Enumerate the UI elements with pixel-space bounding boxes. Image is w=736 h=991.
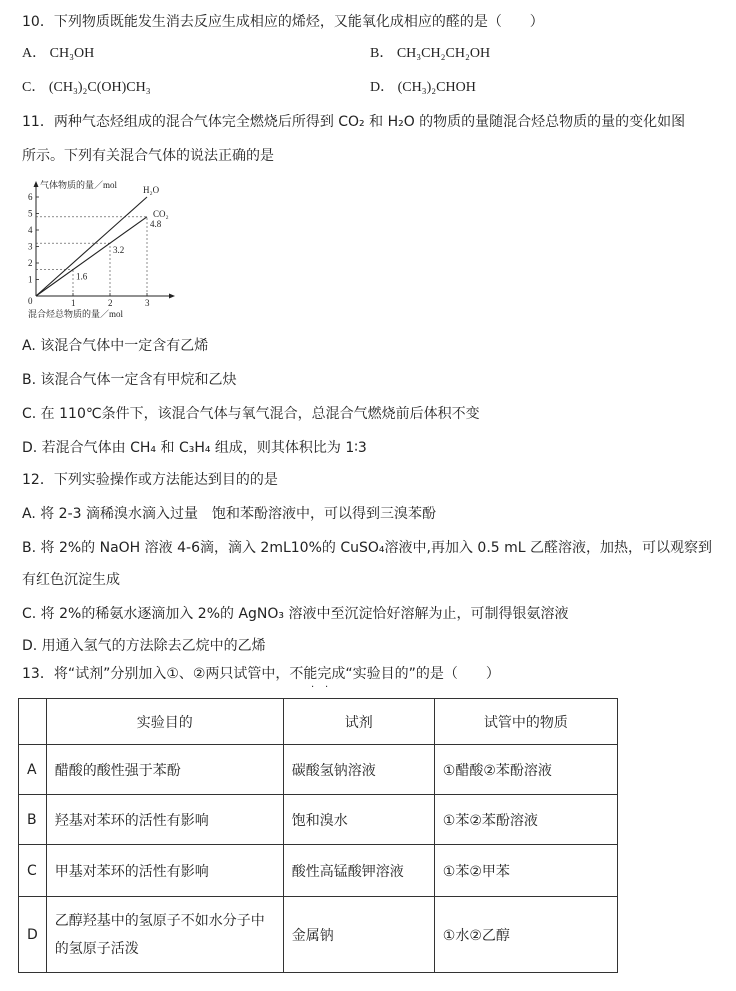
purpose-cell: 醋酸的酸性强于苯酚 bbox=[46, 745, 283, 795]
q12-option-a: A. 将 2-3 滴稀溴水滴入过量 饱和苯酚溶液中，可以得到三溴苯酚 bbox=[22, 506, 436, 522]
y-tick-label: 6 bbox=[28, 192, 33, 202]
series-label: H₂O bbox=[143, 185, 160, 195]
y-tick-label: 3 bbox=[28, 241, 33, 252]
series-line bbox=[36, 217, 147, 296]
x-tick-label: 1 bbox=[71, 298, 76, 308]
x-tick-label: 2 bbox=[108, 298, 113, 308]
q12-option-b-line1: B. 将 2%的 NaOH 溶液 4-6滴，滴入 2mL10%的 CuSO₄溶液中,再加入 0.5 mL 乙醛溶液，加热，可以观察到 bbox=[22, 540, 713, 556]
emphasis-dot: · bbox=[311, 682, 315, 693]
table-header-cell bbox=[19, 699, 47, 745]
q12-option-b-line2: 有红色沉淀生成 bbox=[22, 572, 120, 588]
q11-option-c: C. 在 110℃条件下，该混合气体与氧气混合，总混合气燃烧前后体积不变 bbox=[22, 406, 480, 422]
origin-label: 0 bbox=[28, 296, 33, 306]
row-label: B bbox=[19, 795, 47, 845]
substance-cell: ①苯②苯酚溶液 bbox=[434, 795, 617, 845]
reagent-cell: 金属钠 bbox=[283, 897, 434, 973]
q10-option-a: A． CH₃OH bbox=[22, 46, 95, 61]
q13-stem: 13．将“试剂”分别加入①、②两只试管中，不能完成“实验目的”的是（ ） bbox=[22, 666, 500, 682]
table-row bbox=[19, 795, 618, 845]
purpose-cell: 甲基对苯环的活性有影响 bbox=[46, 845, 283, 897]
y-axis-label: 气体物质的量／mol bbox=[40, 180, 118, 190]
purpose-cell: 羟基对苯环的活性有影响 bbox=[46, 795, 283, 845]
substance-cell: ①苯②甲苯 bbox=[434, 845, 617, 897]
q11-stem-line2: 所示。下列有关混合气体的说法正确的是 bbox=[22, 148, 274, 164]
purpose-line: 的氢原子活泼 bbox=[54, 940, 139, 957]
data-label: 4.8 bbox=[150, 218, 162, 229]
reagent-cell: 碳酸氢钠溶液 bbox=[283, 745, 434, 795]
emphasis-dot: · bbox=[325, 682, 329, 693]
series-label: CO₂ bbox=[153, 208, 169, 219]
row-label: C bbox=[19, 845, 47, 897]
y-tick-label: 1 bbox=[28, 274, 33, 285]
table-header-cell: 试管中的物质 bbox=[434, 699, 617, 745]
data-label: 3.2 bbox=[113, 245, 125, 256]
q12-option-c: C. 将 2%的稀氨水逐滴加入 2%的 AgNO₃ 溶液中至沉淀恰好溶解为止，可制得银氨溶液 bbox=[22, 606, 569, 622]
purpose-cell bbox=[46, 897, 283, 973]
row-label: A bbox=[19, 745, 47, 795]
q11-stem-line1: 11．两种气态烃组成的混合气体完全燃烧后所得到 CO₂ 和 H₂O 的物质的量随混合烃总物质的量的变化如图 bbox=[22, 114, 686, 130]
substance-cell: ①醋酸②苯酚溶液 bbox=[434, 745, 617, 795]
substance-cell: ①水②乙醇 bbox=[434, 897, 617, 973]
data-label: 1.6 bbox=[76, 271, 88, 282]
q10-option-b: B． CH₃CH₂CH₂OH bbox=[370, 46, 491, 61]
q12-option-d: D. 用通入氢气的方法除去乙烷中的乙烯 bbox=[22, 638, 266, 654]
table-header-cell: 试剂 bbox=[283, 699, 434, 745]
reagent-cell: 饱和溴水 bbox=[283, 795, 434, 845]
x-tick-label: 3 bbox=[145, 298, 150, 308]
series-line bbox=[36, 197, 147, 296]
q11-option-d: D. 若混合气体由 CH₄ 和 C₃H₄ 组成，则其体积比为 1∶3 bbox=[22, 440, 367, 456]
table-row bbox=[19, 897, 618, 973]
q12-stem: 12．下列实验操作或方法能达到目的的是 bbox=[22, 472, 278, 488]
q11-chart-svg bbox=[22, 174, 202, 324]
q10-option-d: D． (CH₃)₂CHOH bbox=[370, 80, 476, 95]
q10-stem: 10．下列物质既能发生消去反应生成相应的烯烃，又能氧化成相应的醛的是（ ） bbox=[22, 14, 544, 30]
y-axis-arrow bbox=[34, 181, 39, 187]
table-header-cell: 实验目的 bbox=[46, 699, 283, 745]
q11-graph bbox=[22, 174, 202, 324]
x-axis-arrow bbox=[169, 294, 175, 299]
row-label: D bbox=[19, 897, 47, 973]
q13-table bbox=[18, 698, 618, 973]
table-header-row bbox=[19, 699, 618, 745]
purpose-line: 乙醇羟基中的氢原子不如水分子中 bbox=[54, 912, 265, 929]
table-row bbox=[19, 845, 618, 897]
q10-option-c: C． (CH₃)₂C(OH)CH₃ bbox=[22, 80, 151, 95]
y-tick-label: 2 bbox=[28, 258, 33, 268]
y-tick-label: 4 bbox=[28, 225, 33, 235]
y-tick-label: 5 bbox=[28, 208, 33, 219]
chart-marks bbox=[28, 185, 169, 308]
reagent-cell: 酸性高锰酸钾溶液 bbox=[283, 845, 434, 897]
x-axis-label: 混合烃总物质的量／mol bbox=[28, 309, 124, 319]
table-row bbox=[19, 745, 618, 795]
q11-option-a: A. 该混合气体中一定含有乙烯 bbox=[22, 338, 209, 354]
q11-option-b: B. 该混合气体一定含有甲烷和乙炔 bbox=[22, 372, 237, 388]
